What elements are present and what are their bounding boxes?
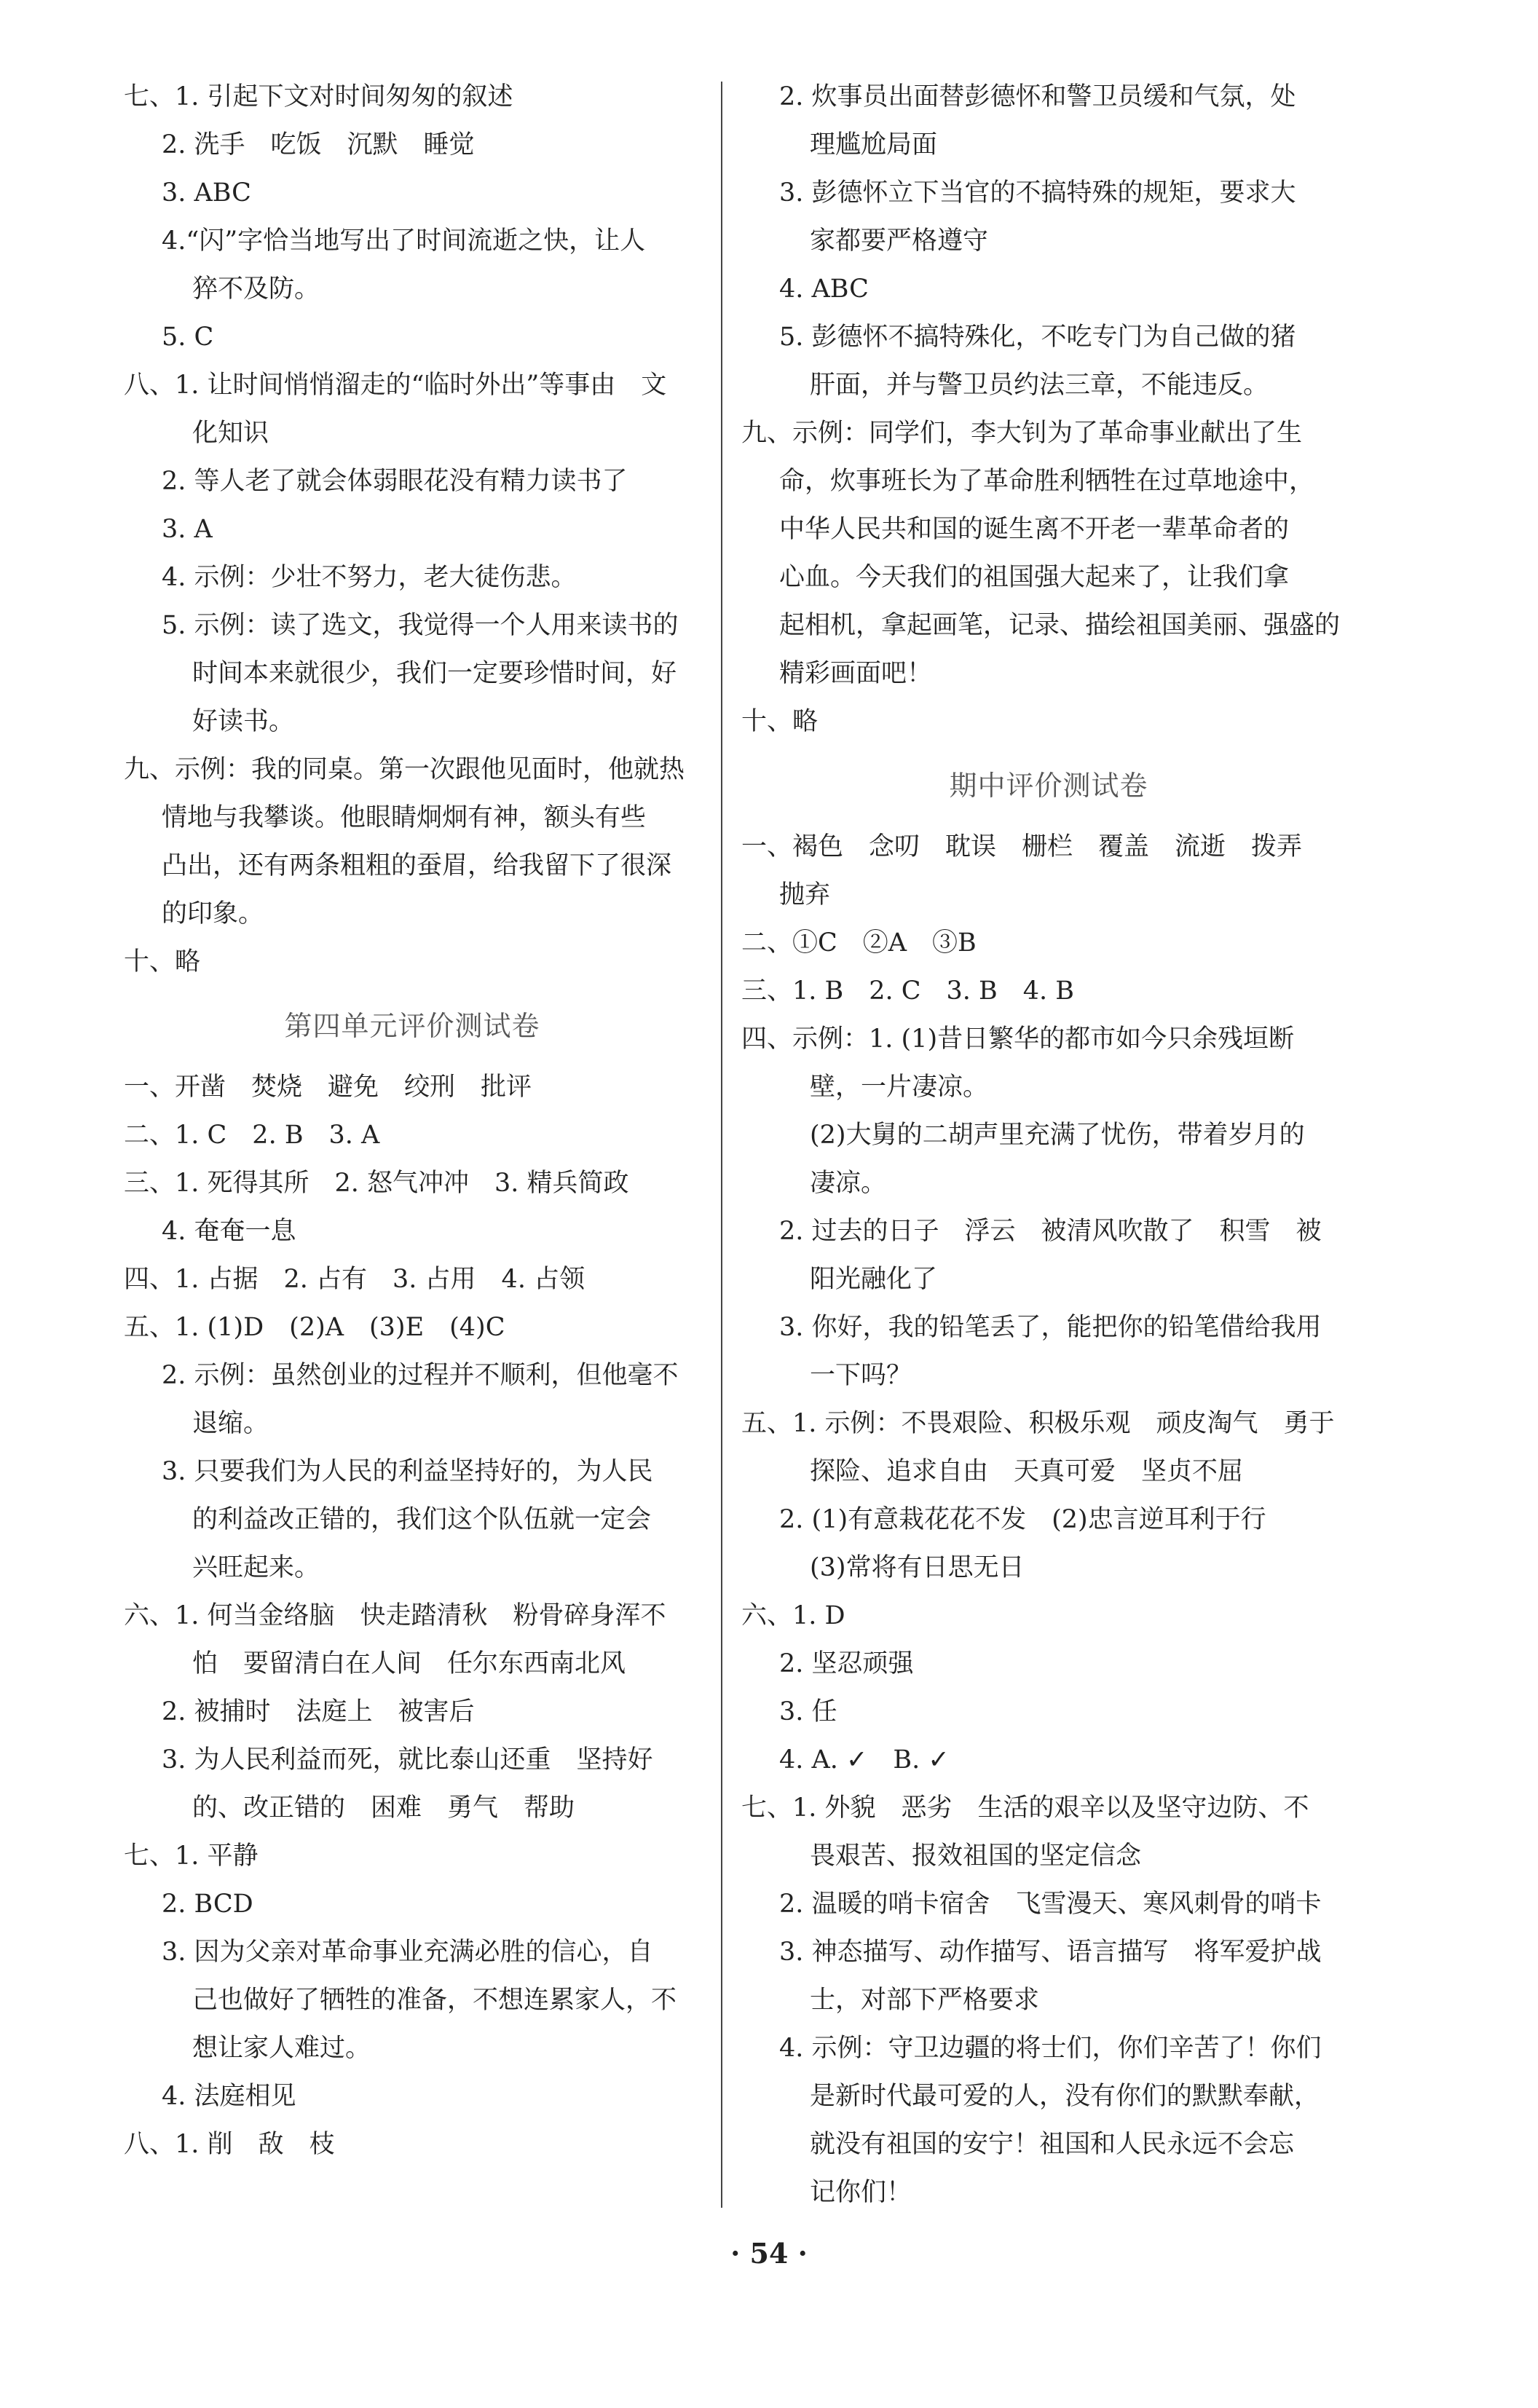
answer-line: 探险、追求自由 天真可爱 坚贞不屈 (810, 1457, 1244, 1486)
answer-line: 起相机，拿起画笔，记录、描绘祖国美丽、强盛的 (779, 611, 1341, 640)
answer-line: 想让家人难过。 (192, 2034, 371, 2063)
answer-line: 猝不及防。 (192, 275, 320, 304)
answer-line: 七、1. 外貌 恶劣 生活的艰辛以及坚守边防、不 (741, 1793, 1309, 1823)
answer-line: 五、1. 示例：不畏艰险、积极乐观 顽皮淘气 勇于 (741, 1409, 1335, 1438)
answer-line: 就没有祖国的安宁！祖国和人民永远不会忘 (810, 2130, 1295, 2159)
answer-line: 情地与我攀谈。他眼睛炯炯有神，额头有些 (162, 803, 647, 832)
answer-line: 记你们！ (810, 2178, 912, 2207)
answer-line: 三、1. 死得其所 2. 怒气冲冲 3. 精兵简政 (124, 1169, 629, 1198)
answer-line: 4.“闪”字恰当地写出了时间流逝之快，让人 (162, 226, 646, 256)
page-number: · 54 · (730, 2237, 808, 2270)
answer-line: 二、①C ②A ③B (741, 928, 977, 958)
answer-line: 2. BCD (162, 1890, 253, 1919)
answer-line: 中华人民共和国的诞生离不开老一辈革命者的 (779, 515, 1290, 544)
answer-line: 3. ABC (162, 178, 251, 208)
answer-line: 五、1. (1)D (2)A (3)E (4)C (124, 1313, 505, 1342)
answer-line: 好读书。 (192, 707, 295, 736)
answer-line: 十、略 (741, 707, 819, 736)
answer-line: 5. 示例：读了选文，我觉得一个人用来读书的 (162, 611, 679, 640)
answer-line: 3. A (162, 515, 213, 544)
section-heading: 期中评价测试卷 (949, 770, 1148, 802)
answer-line: 八、1. 让时间悄悄溜走的“临时外出”等事由 文 (124, 371, 667, 400)
answer-line: 六、1. D (741, 1601, 845, 1630)
column-divider (721, 82, 722, 2208)
answer-line: 怕 要留清白在人间 任尔东西南北风 (192, 1649, 626, 1678)
answer-line: 2. 等人老了就会体弱眼花没有精力读书了 (162, 467, 628, 496)
answer-line: 畏艰苦、报效祖国的坚定信念 (810, 1841, 1142, 1871)
answer-line: 一、褐色 念叨 耽误 栅栏 覆盖 流逝 拨弄 (741, 832, 1303, 861)
answer-line: 命，炊事班长为了革命胜利牺牲在过草地途中， (779, 467, 1315, 496)
answer-line: 六、1. 何当金络脑 快走踏清秋 粉骨碎身浑不 (124, 1601, 666, 1630)
answer-line: 七、1. 引起下文对时间匆匆的叙述 (124, 82, 513, 111)
answer-line: 壁，一片凄凉。 (810, 1073, 989, 1102)
answer-line: 3. 因为父亲对革命事业充满必胜的信心，自 (162, 1938, 653, 1967)
answer-line: 肝面，并与警卫员约法三章，不能违反。 (810, 371, 1269, 400)
section-heading: 第四单元评价测试卷 (284, 1010, 540, 1042)
answer-line: 阳光融化了 (810, 1265, 938, 1294)
answer-line: 3. 任 (779, 1697, 837, 1726)
answer-line: 兴旺起来。 (192, 1553, 320, 1582)
answer-line: 一、开凿 焚烧 避免 绞刑 批评 (124, 1073, 532, 1102)
answer-line: 3. 为人民利益而死，就比泰山还重 坚持好 (162, 1745, 653, 1775)
answer-line: 2. 炊事员出面替彭德怀和警卫员缓和气氛，处 (779, 82, 1296, 111)
answer-line: (2)大舅的二胡声里充满了忧伤，带着岁月的 (810, 1121, 1305, 1150)
answer-line: 的、改正错的 困难 勇气 帮助 (192, 1793, 575, 1823)
answer-line: 心血。今天我们的祖国强大起来了，让我们拿 (779, 563, 1290, 592)
answer-line: 5. C (162, 323, 214, 352)
answer-line: 4. ABC (779, 275, 869, 304)
answer-line: 3. 神态描写、动作描写、语言描写 将军爱护战 (779, 1938, 1322, 1967)
answer-line: 2. 被捕时 法庭上 被害后 (162, 1697, 475, 1726)
answer-line: 化知识 (192, 419, 269, 448)
answer-line: 四、1. 占据 2. 占有 3. 占用 4. 占领 (124, 1265, 585, 1294)
answer-line: 2. 坚忍顽强 (779, 1649, 914, 1678)
answer-line: 九、示例：同学们，李大钊为了革命事业献出了生 (741, 419, 1303, 448)
answer-line: 理尴尬局面 (810, 130, 938, 159)
answer-line: 九、示例：我的同桌。第一次跟他见面时，他就热 (124, 755, 685, 784)
answer-line: 3. 彭德怀立下当官的不搞特殊的规矩，要求大 (779, 178, 1296, 208)
answer-line: 一下吗？ (810, 1361, 912, 1390)
answer-line: 七、1. 平静 (124, 1841, 259, 1871)
answer-line: 凸出，还有两条粗粗的蚕眉，给我留下了很深 (162, 851, 672, 880)
answer-line: 退缩。 (192, 1409, 269, 1438)
answer-line: 是新时代最可爱的人，没有你们的默默奉献， (810, 2082, 1320, 2111)
answer-line: 4. 示例：守卫边疆的将士们，你们辛苦了！你们 (779, 2034, 1322, 2063)
answer-line: 3. 只要我们为人民的利益坚持好的，为人民 (162, 1457, 653, 1486)
answer-line: 精彩画面吧！ (779, 659, 933, 688)
answer-line: 二、1. C 2. B 3. A (124, 1121, 380, 1150)
answer-line: 四、示例：1. (1)昔日繁华的都市如今只余残垣断 (741, 1025, 1295, 1054)
answer-line: 士，对部下严格要求 (810, 1986, 1040, 2015)
answer-line: 2. 示例：虽然创业的过程并不顺利，但他毫不 (162, 1361, 679, 1390)
answer-line: 十、略 (124, 947, 201, 976)
answer-line: (3)常将有日思无日 (810, 1553, 1025, 1582)
answer-line: 己也做好了牺牲的准备，不想连累家人，不 (192, 1986, 677, 2015)
answer-line: 5. 彭德怀不搞特殊化，不吃专门为自己做的猪 (779, 323, 1296, 352)
answer-line: 时间本来就很少，我们一定要珍惜时间，好 (192, 659, 677, 688)
answer-line: 4. 奄奄一息 (162, 1217, 296, 1246)
answer-line: 的印象。 (162, 899, 264, 928)
answer-line: 三、1. B 2. C 3. B 4. B (741, 976, 1075, 1006)
answer-line: 家都要严格遵守 (810, 226, 989, 256)
answer-line: 2. 洗手 吃饭 沉默 睡觉 (162, 130, 475, 159)
answer-line: 4. A. ✓ B. ✓ (779, 1745, 950, 1775)
answer-line: 3. 你好，我的铅笔丢了，能把你的铅笔借给我用 (779, 1313, 1322, 1342)
answer-line: 八、1. 削 敌 枝 (124, 2130, 335, 2159)
answer-line: 凄凉。 (810, 1169, 887, 1198)
answer-line: 的利益改正错的，我们这个队伍就一定会 (192, 1505, 652, 1534)
right-answer-column (741, 73, 1356, 2216)
left-answer-column (124, 73, 701, 2168)
answer-line: 4. 示例：少壮不努力，老大徒伤悲。 (162, 563, 577, 592)
answer-line: 2. 过去的日子 浮云 被清风吹散了 积雪 被 (779, 1217, 1322, 1246)
answer-line: 抛弃 (779, 880, 831, 909)
answer-line: 2. (1)有意栽花花不发 (2)忠言逆耳利于行 (779, 1505, 1266, 1534)
answer-line: 4. 法庭相见 (162, 2082, 296, 2111)
answer-line: 2. 温暖的哨卡宿舍 飞雪漫天、寒风刺骨的哨卡 (779, 1890, 1322, 1919)
